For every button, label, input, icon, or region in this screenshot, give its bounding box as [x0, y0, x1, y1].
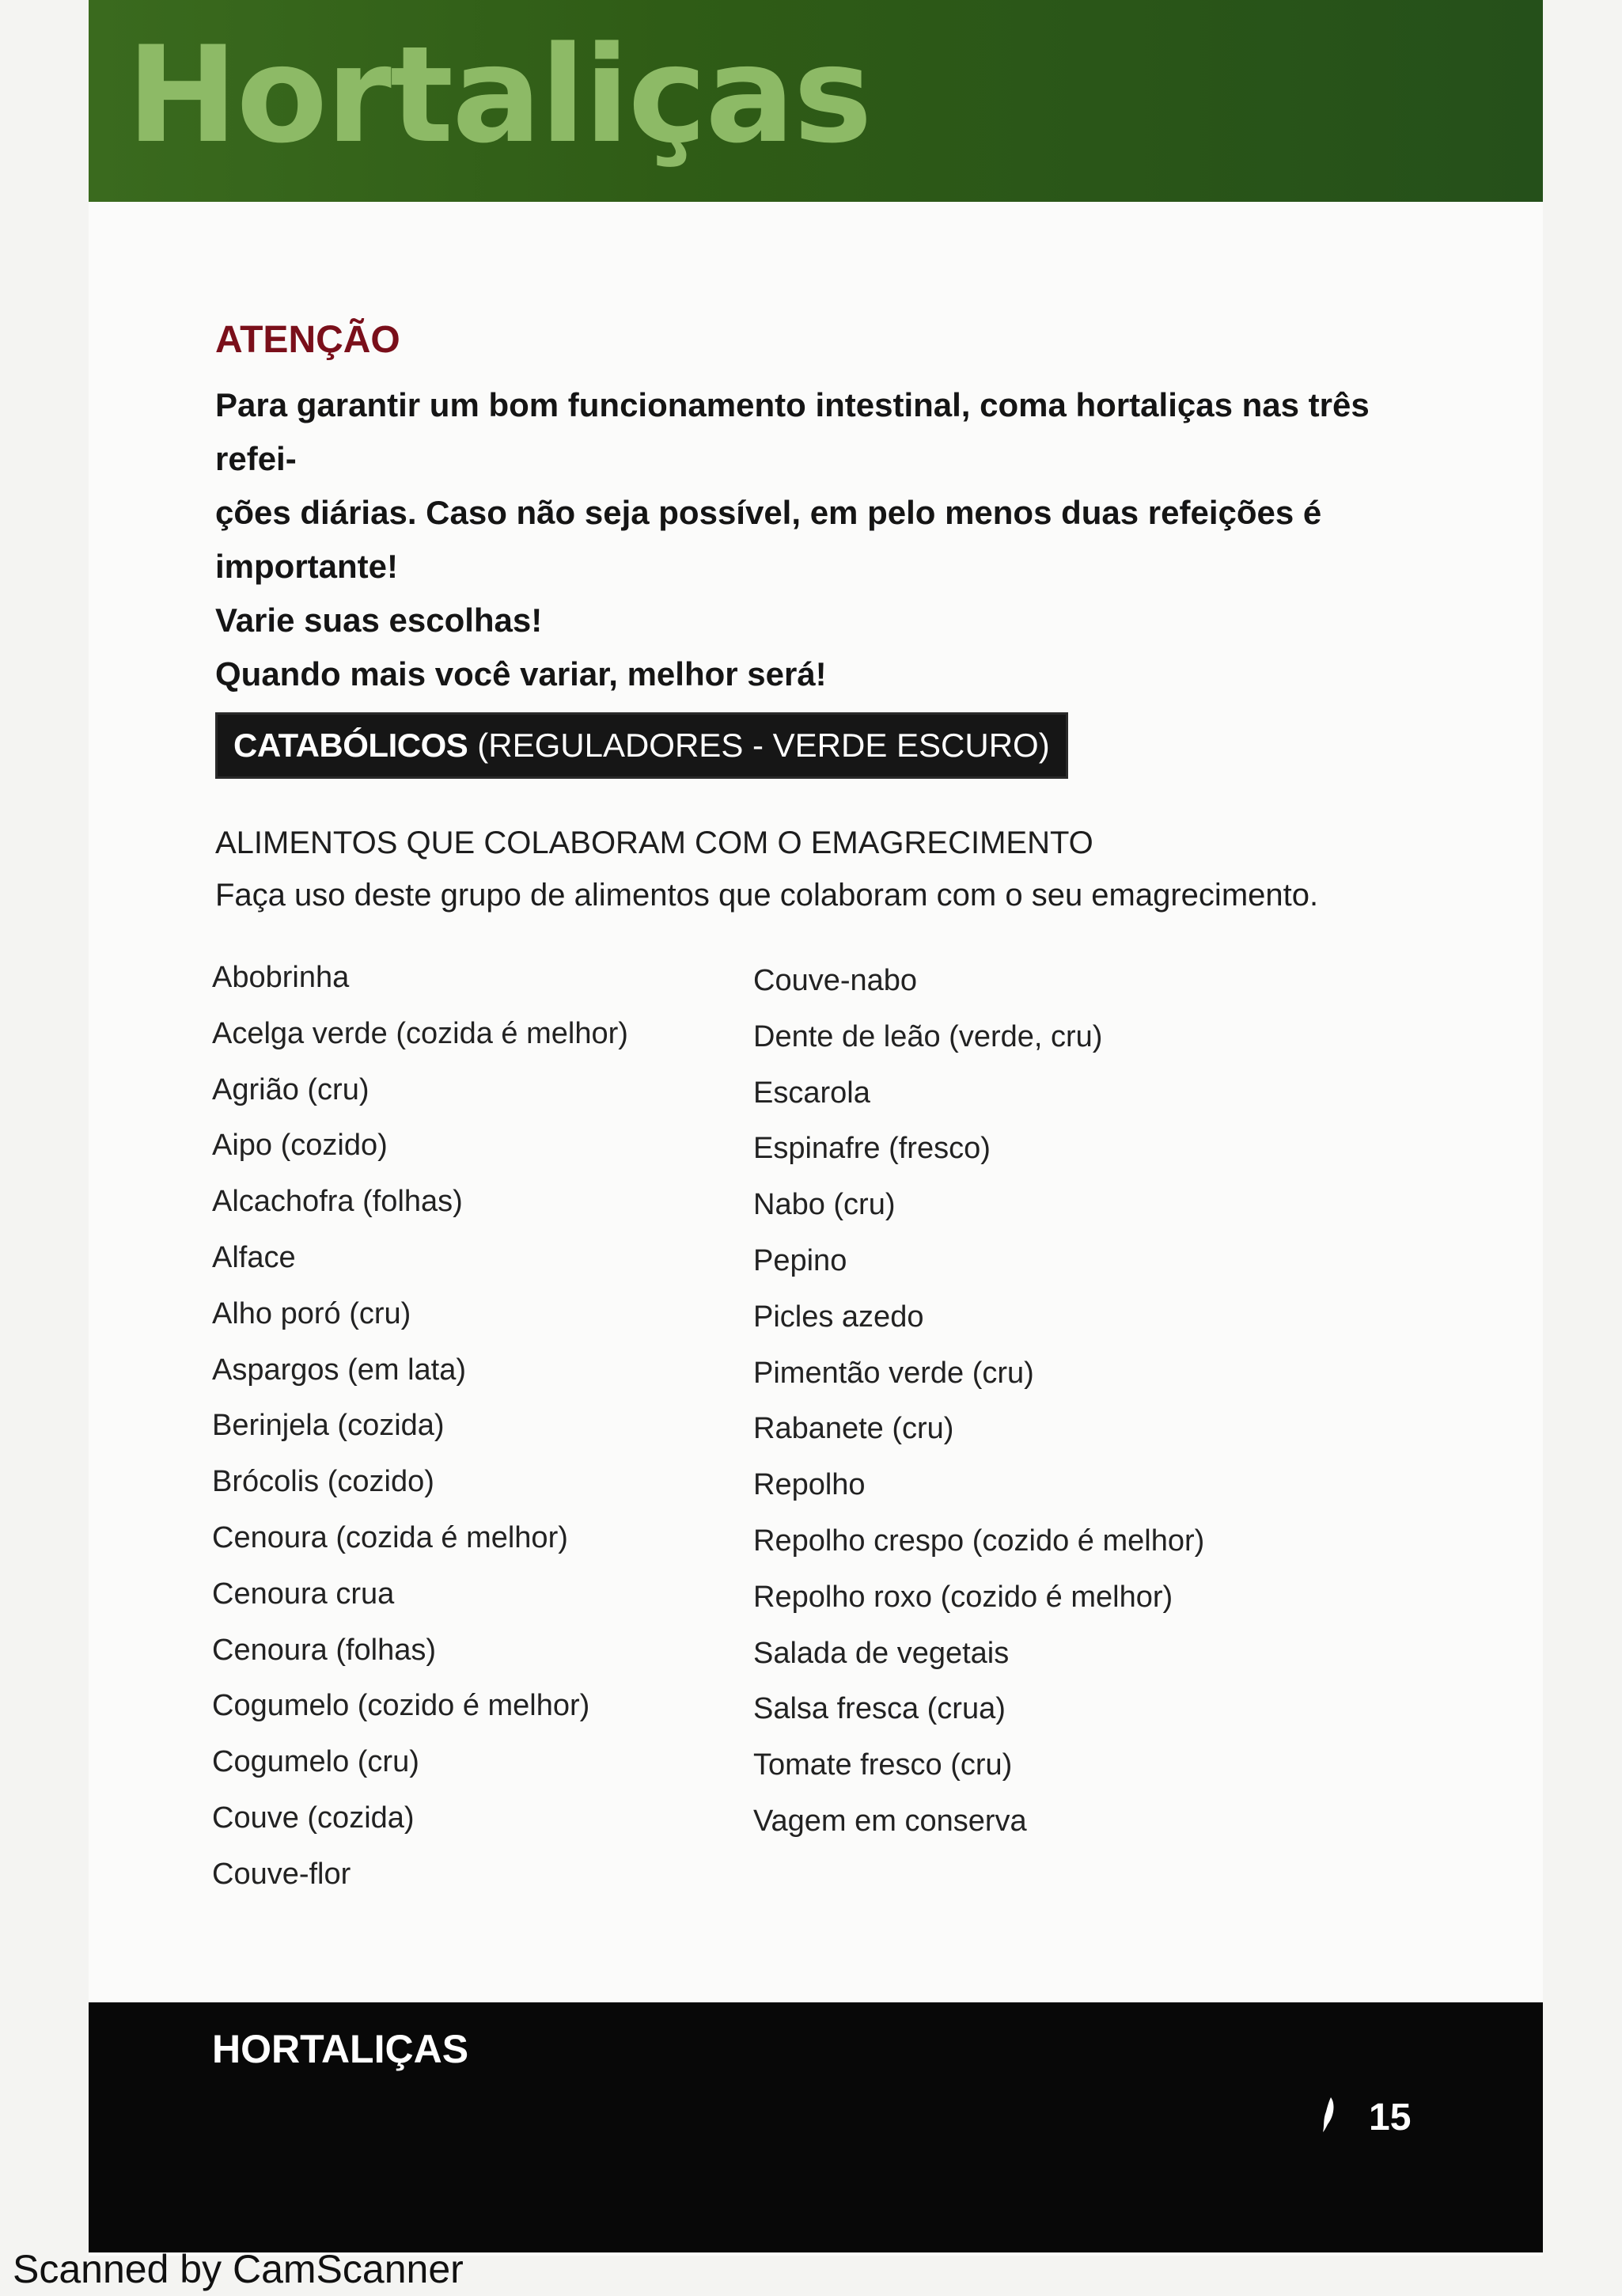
footer-section-label: HORTALIÇAS [212, 2027, 469, 2071]
section-intro [215, 817, 1481, 921]
food-item: Brócolis (cozido) [212, 1465, 434, 1499]
food-item: Cogumelo (cru) [212, 1745, 419, 1779]
food-item: Pepino [753, 1243, 847, 1277]
food-item: Repolho roxo (cozido é melhor) [753, 1580, 1173, 1614]
section-header-catabolicos [215, 712, 1068, 779]
food-item: Cenoura crua [212, 1577, 395, 1611]
food-item: Cenoura (folhas) [212, 1633, 437, 1667]
food-item: Rabanete (cru) [753, 1412, 954, 1446]
food-item: Alcachofra (folhas) [212, 1185, 463, 1219]
attention-line: Varie suas escolhas! [215, 602, 543, 639]
food-item: Couve-flor [212, 1857, 351, 1891]
intro-text: Faça uso deste grupo de alimentos que colaboram com o seu emagrecimento. [215, 878, 1319, 913]
food-list-left [212, 950, 628, 1903]
page-title: Hortaliças [127, 17, 871, 173]
food-item: Picles azedo [753, 1300, 924, 1334]
food-item: Repolho crespo (cozido é melhor) [753, 1524, 1205, 1558]
attention-heading: ATENÇÃO [215, 319, 400, 361]
attention-line: ções diárias. Caso não seja possível, em pelo menos duas refeições é importante! [215, 494, 1322, 585]
section-title-rest: (REGULADORES - VERDE ESCURO) [477, 727, 1050, 764]
food-item: Tomate fresco (cru) [753, 1748, 1013, 1782]
food-list-right [753, 953, 1204, 1850]
food-item: Salsa fresca (crua) [753, 1692, 1006, 1726]
attention-line: Para garantir um bom funcionamento intestinal, coma hortaliças nas três refei- [215, 386, 1370, 477]
food-item: Vagem em conserva [753, 1804, 1027, 1838]
food-item: Aspargos (em lata) [212, 1353, 467, 1387]
food-item: Abobrinha [212, 961, 350, 994]
food-item: Salada de vegetais [753, 1636, 1010, 1670]
food-item: Cenoura (cozida é melhor) [212, 1520, 568, 1554]
food-item: Escarola [753, 1076, 870, 1110]
food-item: Berinjela (cozida) [212, 1409, 445, 1443]
food-item: Couve (cozida) [212, 1801, 415, 1835]
leaf-icon [1320, 2096, 1337, 2134]
scanner-watermark: Scanned by CamScanner [13, 2247, 464, 2291]
page-number: 15 [1369, 2097, 1412, 2139]
food-item: Espinafre (fresco) [753, 1132, 991, 1166]
intro-heading: ALIMENTOS QUE COLABORAM COM O EMAGRECIMENTO [215, 825, 1093, 860]
food-item: Repolho [753, 1468, 866, 1502]
food-item: Couve-nabo [753, 964, 918, 997]
food-item: Alface [212, 1240, 296, 1274]
section-title-bold: CATABÓLICOS [233, 727, 468, 764]
food-item: Nabo (cru) [753, 1188, 896, 1222]
food-item: Alho poró (cru) [212, 1296, 411, 1330]
food-item: Agrião (cru) [212, 1072, 369, 1106]
food-item: Aipo (cozido) [212, 1129, 388, 1163]
food-item: Cogumelo (cozido é melhor) [212, 1689, 590, 1723]
food-item: Dente de leão (verde, cru) [753, 1019, 1103, 1053]
attention-body [215, 378, 1450, 701]
attention-line: Quando mais você variar, melhor será! [215, 655, 827, 693]
food-item: Acelga verde (cozida é melhor) [212, 1016, 628, 1050]
food-item: Pimentão verde (cru) [753, 1356, 1034, 1390]
